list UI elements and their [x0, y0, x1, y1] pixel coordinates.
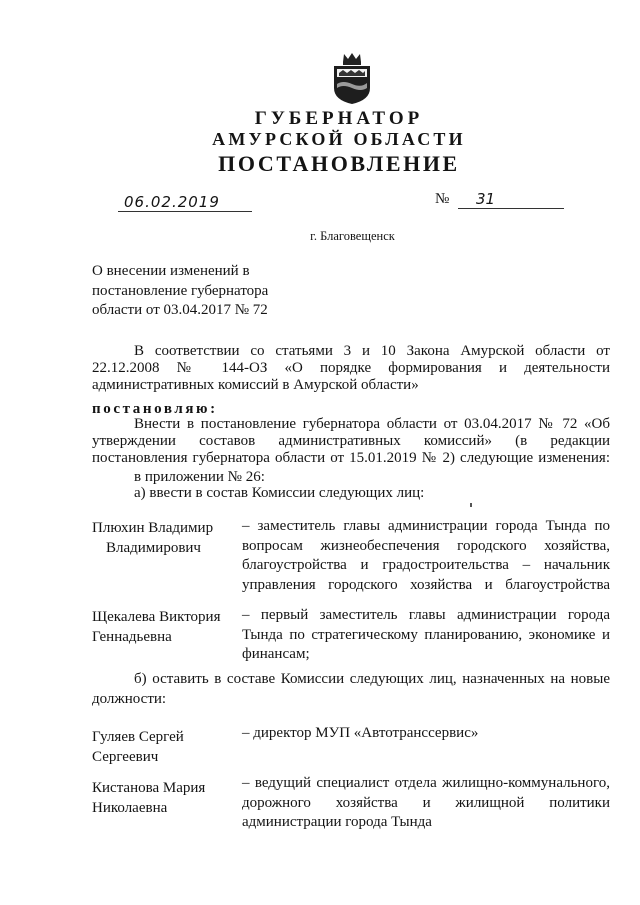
text-line: финансам;: [242, 646, 310, 662]
text-line: – ведущий специалист отдела жилищно-коммунального,: [242, 775, 610, 791]
subject-line: постановление губернатора: [92, 282, 269, 299]
preamble-paragraph: [92, 343, 610, 394]
document-date: 06.02.2019: [118, 193, 252, 212]
member-position: [242, 517, 610, 595]
member-name-line: Владимирович: [106, 540, 201, 556]
text-line: утверждении составов административных комиссий» (в редакции: [92, 433, 610, 449]
member-name-line: Щекалева Виктория: [92, 609, 221, 625]
text-line: административных комиссий в Амурской области»: [92, 377, 419, 393]
member-name-line: Сергеевич: [92, 749, 159, 765]
item-a: а) ввести в состав Комиссии следующих лиц:: [134, 485, 425, 501]
document-type-title: ПОСТАНОВЛЕНИЕ: [218, 151, 460, 176]
item-b: [92, 670, 610, 709]
subject-line: О внесении изменений в: [92, 263, 250, 279]
member-position: [242, 724, 610, 744]
member-name: [92, 778, 205, 818]
text-line: 22.12.2008 № 144-ОЗ «О порядке формирования и деятельности: [92, 360, 610, 376]
text-line: вопросам жизнеобеспечения городского хозяйства,: [242, 537, 610, 554]
appendix-line: в приложении № 26:: [134, 469, 265, 485]
member-name: [92, 727, 184, 767]
member-position: [242, 606, 610, 665]
member-name-line: Николаевна: [92, 800, 168, 816]
member-name-line: Плюхин Владимир: [92, 520, 214, 536]
scan-speck: [470, 503, 472, 507]
text-line: должности:: [92, 690, 167, 707]
document-subject: [92, 262, 268, 321]
text-line: постановления губернатора области от 15.01.2019 № 2) следующие изменения:: [92, 450, 610, 466]
document-number: 31: [458, 190, 564, 209]
text-line: благоустройства и градостроительства – начальник: [242, 557, 610, 573]
member-position: [242, 774, 610, 833]
text-line: – первый заместитель главы администрации города: [242, 607, 610, 623]
header-governor: ГУБЕРНАТОР: [254, 108, 424, 129]
text-line: б) оставить в составе Комиссии следующих лиц, назначенных на новые: [134, 671, 610, 687]
text-line: управления городского хозяйства и благоустройства: [242, 576, 610, 593]
number-label: №: [435, 191, 450, 207]
city: г. Благовещенск: [310, 229, 395, 243]
main-paragraph: [92, 416, 610, 467]
coat-of-arms-icon: [331, 50, 373, 106]
text-line: дорожного хозяйства и жилищной политики: [242, 794, 610, 811]
member-name: [92, 607, 220, 647]
decree-word: постановляю:: [92, 401, 218, 417]
text-line: администрации города Тында: [242, 814, 432, 830]
member-name-line: Кистанова Мария: [92, 780, 206, 796]
subject-line: области от 03.04.2017 № 72: [92, 302, 268, 318]
header-region: АМУРСКОЙ ОБЛАСТИ: [212, 129, 466, 149]
member-name-line: Геннадьевна: [92, 629, 172, 645]
member-name: [92, 518, 213, 558]
text-line: Тында по стратегическому планированию, экономике и: [242, 626, 610, 643]
text-line: В соответствии со статьями 3 и 10 Закона Амурской области от: [134, 343, 610, 359]
text-line: – заместитель главы администрации города Тында по: [242, 518, 610, 534]
member-name-line: Гуляев Сергей: [92, 729, 184, 745]
text-line: – директор МУП «Автотранссервис»: [242, 725, 479, 741]
text-line: Внести в постановление губернатора области от 03.04.2017 № 72 «Об: [134, 416, 610, 432]
